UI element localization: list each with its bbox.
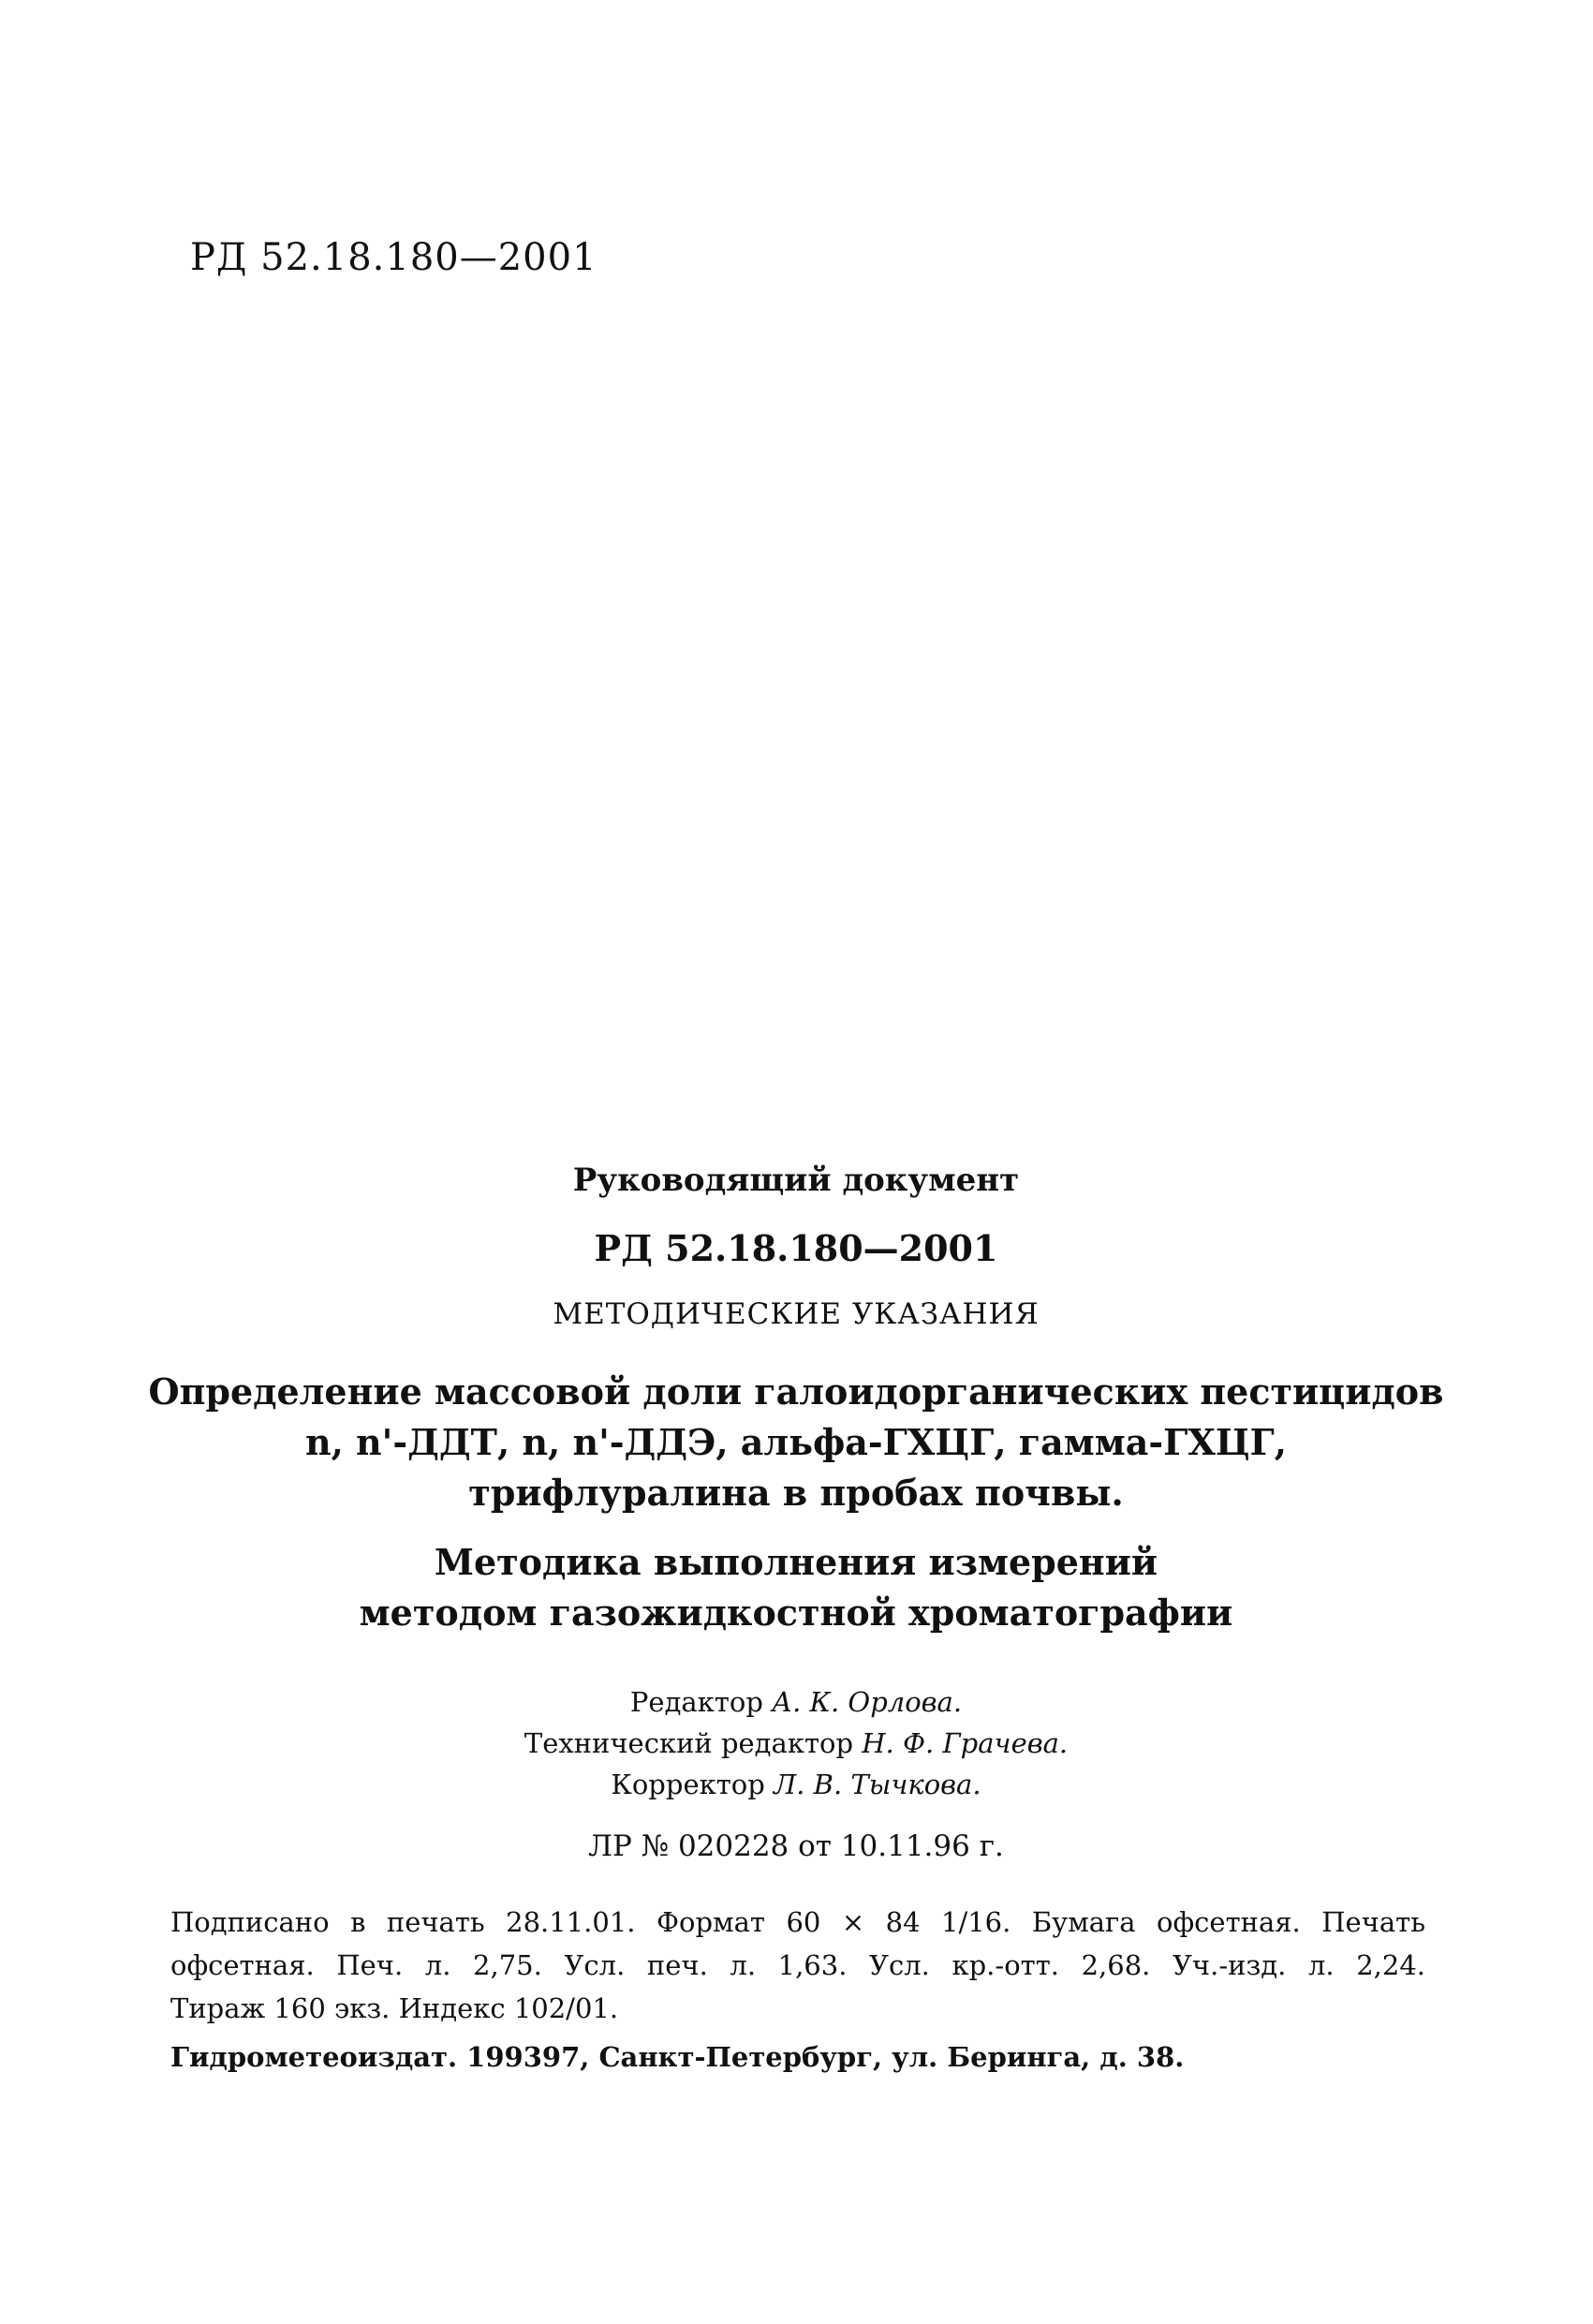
staff-name: Л. В. Тычкова. <box>774 1769 981 1800</box>
document-series: МЕТОДИЧЕСКИЕ УКАЗАНИЯ <box>553 1297 1040 1331</box>
imprint-block <box>0 1162 1593 2073</box>
staff-name: Н. Ф. Грачева. <box>862 1727 1069 1759</box>
print-line: офсетная. Печ. л. 2,75. Усл. печ. л. 1,63. Усл. кр.-отт. 2,68. Уч.-изд. л. 2,24. <box>170 1949 1425 1981</box>
staff-technical-editor <box>122 1723 1470 1764</box>
title-line: трифлуралина в пробах почвы. <box>468 1472 1124 1514</box>
staff-proofreader <box>122 1764 1470 1805</box>
print-line: Тираж 160 экз. Индекс 102/01. <box>170 1992 619 2024</box>
running-head-code: РД 52.18.180—2001 <box>190 236 597 279</box>
title-block <box>122 1162 1470 1638</box>
staff-editor <box>122 1681 1470 1723</box>
staff-role: Технический редактор <box>524 1727 854 1759</box>
publisher-address: Гидрометеоиздат. 199397, Санкт-Петербург, ул. Беринга, д. 38. <box>170 2041 1185 2073</box>
title-line: n, n'-ДДТ, n, n'-ДДЭ, альфа-ГХЦГ, гамма-ГХЦГ, <box>304 1421 1288 1463</box>
title-line: Определение массовой доли галоидорганических пестицидов <box>148 1370 1444 1413</box>
document-code: РД 52.18.180—2001 <box>594 1227 998 1269</box>
staff-name: А. К. Орлова. <box>772 1686 963 1718</box>
print-details <box>170 1901 1425 2030</box>
document-title <box>122 1367 1470 1518</box>
subtitle-line: Методика выполнения измерений <box>434 1541 1158 1583</box>
editorial-staff <box>122 1681 1470 1805</box>
staff-role: Корректор <box>611 1769 765 1800</box>
staff-role: Редактор <box>629 1686 763 1718</box>
document-kind: Руководящий документ <box>572 1162 1020 1199</box>
print-line: Подписано в печать 28.11.01. Формат 60 × 84 1/16. Бумага офсетная. Печать <box>170 1906 1425 1938</box>
licence-number: ЛР № 020228 от 10.11.96 г. <box>588 1829 1004 1863</box>
subtitle-line: методом газожидкостной хроматографии <box>359 1591 1233 1634</box>
document-subtitle <box>122 1537 1470 1638</box>
